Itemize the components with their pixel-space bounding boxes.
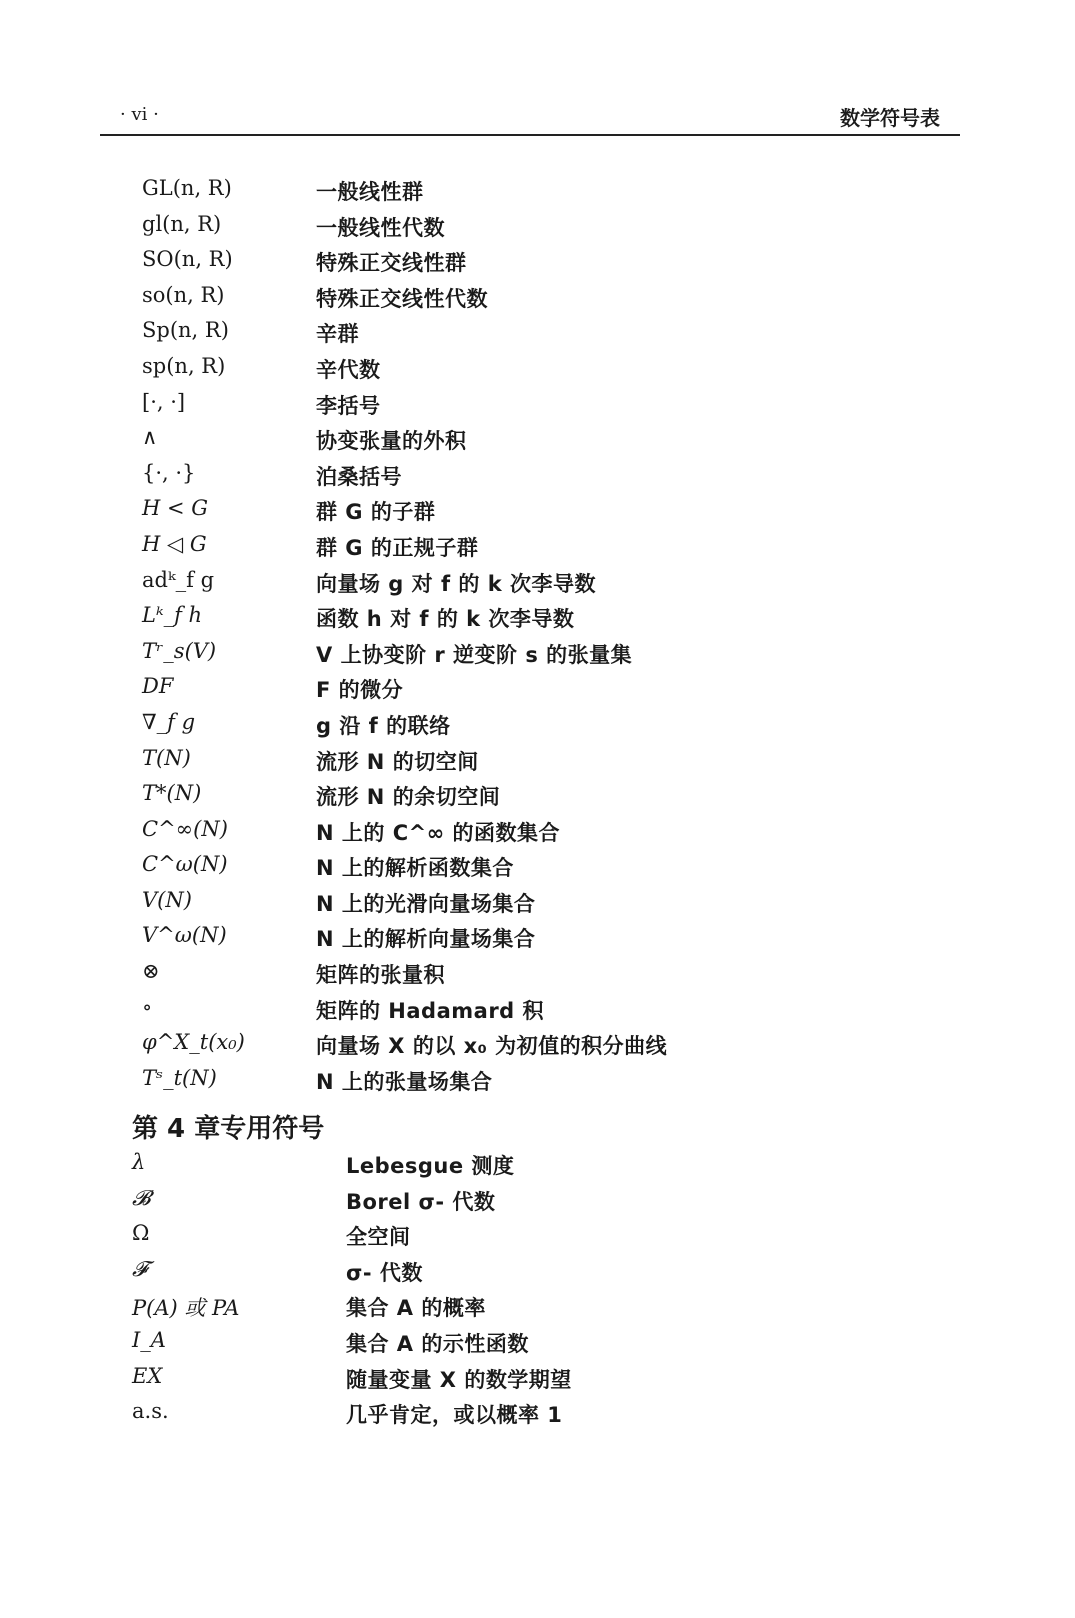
- symbol-row: [142, 457, 902, 493]
- symbol-description: 集合 A 的概率: [346, 1296, 486, 1321]
- symbol: ⊗: [142, 959, 160, 984]
- symbol-description: Borel σ- 代数: [346, 1189, 496, 1214]
- page-header: [100, 100, 960, 136]
- symbol: 𝓑: [132, 1185, 151, 1210]
- symbol-description: F 的微分: [316, 678, 404, 703]
- symbol-description: 全空间: [346, 1225, 411, 1250]
- symbol-description: 向量场 X 的以 x₀ 为初值的积分曲线: [316, 1034, 668, 1059]
- symbol-description: 协变张量的外积: [316, 429, 467, 454]
- symbol: so(n, R): [142, 282, 225, 307]
- symbol-row: [142, 777, 902, 813]
- symbol-row: [142, 314, 902, 350]
- chapter4-symbol-list: [132, 1146, 892, 1431]
- symbol-description: N 上的光滑向量场集合: [316, 891, 536, 916]
- symbol: Sp(n, R): [142, 318, 229, 343]
- symbol-description: 向量场 g 对 f 的 k 次李导数: [316, 571, 596, 596]
- symbol: GL(n, R): [142, 176, 232, 200]
- symbol: λ: [132, 1150, 146, 1174]
- symbol-description: N 上的 C^∞ 的函数集合: [316, 820, 561, 845]
- symbol-row: [142, 350, 902, 386]
- symbol-row: [142, 528, 902, 564]
- symbol-row: [142, 279, 902, 315]
- symbol-description: 李括号: [316, 393, 381, 418]
- symbol-row: [142, 848, 902, 884]
- symbol-row: [142, 421, 902, 457]
- symbol-description: σ- 代数: [346, 1260, 423, 1285]
- symbol-description: 特殊正交线性代数: [316, 286, 488, 311]
- header-rule: [100, 134, 960, 136]
- symbol-row: [132, 1395, 892, 1431]
- symbol-row: [142, 599, 902, 635]
- symbol: P(A) 或 PA: [132, 1296, 240, 1321]
- symbol: ∇_f g: [142, 709, 196, 734]
- page-number: · vi ·: [120, 104, 159, 125]
- symbol-row: [142, 208, 902, 244]
- symbol-description: 矩阵的 Hadamard 积: [316, 998, 545, 1023]
- symbol: adᵏ_f g: [142, 567, 215, 592]
- symbol-description: g 沿 f 的联络: [316, 713, 451, 738]
- symbol-row: [142, 813, 902, 849]
- symbol-description: 一般线性群: [316, 180, 424, 204]
- symbol-description: 函数 h 对 f 的 k 次李导数: [316, 607, 575, 632]
- symbol-row: [142, 1026, 902, 1062]
- symbol-row: [142, 386, 902, 422]
- symbol-description: 群 G 的正规子群: [316, 535, 479, 560]
- symbol-row: [142, 172, 902, 208]
- symbol-description: V 上协变阶 r 逆变阶 s 的张量集: [316, 642, 633, 667]
- symbol-description: N 上的解析向量场集合: [316, 927, 536, 952]
- symbol: DF: [142, 674, 174, 699]
- symbol-row: [142, 991, 902, 1027]
- symbol: T(N): [142, 745, 191, 770]
- symbol-description: 辛群: [316, 322, 359, 347]
- symbol-row: [132, 1182, 892, 1218]
- symbol: Tʳ_s(V): [142, 638, 217, 663]
- symbol-row: [132, 1360, 892, 1396]
- symbol: Lᵏ_f h: [142, 603, 203, 628]
- symbol-description: 集合 A 的示性函数: [346, 1331, 529, 1356]
- symbol-row: [142, 955, 902, 991]
- symbol-row: [142, 919, 902, 955]
- symbol-row: [132, 1324, 892, 1360]
- symbol-description: 流形 N 的余切空间: [316, 785, 501, 810]
- symbol-description: 矩阵的张量积: [316, 963, 445, 988]
- symbol: sp(n, R): [142, 353, 226, 378]
- symbol-description: 流形 N 的切空间: [316, 749, 479, 774]
- symbol: ∧: [142, 425, 158, 450]
- symbol-row: [132, 1253, 892, 1289]
- symbol: V(N): [142, 887, 192, 912]
- symbol: EX: [132, 1363, 163, 1388]
- symbol: 𝓕: [132, 1256, 148, 1281]
- symbol-description: 随量变量 X 的数学期望: [346, 1367, 572, 1392]
- symbol-description: 特殊正交线性群: [316, 251, 467, 276]
- symbol: φ^X_t(x₀): [142, 1030, 245, 1055]
- symbol: V^ω(N): [142, 923, 227, 948]
- symbol: H ◁ G: [142, 531, 207, 556]
- symbol-row: [142, 884, 902, 920]
- symbol: SO(n, R): [142, 247, 233, 272]
- symbol: T*(N): [142, 781, 202, 806]
- symbol: ∘: [142, 994, 153, 1019]
- symbol: I_A: [132, 1327, 166, 1352]
- symbol: C^∞(N): [142, 816, 228, 841]
- symbol-row: [132, 1217, 892, 1253]
- symbol-description: Lebesgue 测度: [346, 1154, 515, 1178]
- symbol-row: [142, 742, 902, 778]
- symbol-row: [142, 706, 902, 742]
- symbol-row: [142, 564, 902, 600]
- symbol-row: [142, 1062, 902, 1098]
- symbol: gl(n, R): [142, 211, 222, 236]
- symbol-description: N 上的解析函数集合: [316, 856, 514, 881]
- symbol-row: [142, 635, 902, 671]
- symbol-description: N 上的张量场集合: [316, 1069, 493, 1094]
- symbol: {·, ·}: [142, 460, 196, 485]
- symbol-description: 辛代数: [316, 357, 381, 382]
- symbol: Tˢ_t(N): [142, 1065, 217, 1090]
- symbol-description: 一般线性代数: [316, 215, 445, 240]
- symbol: H < G: [142, 496, 209, 521]
- symbol-description: 几乎肯定，或以概率 1: [346, 1403, 563, 1428]
- symbol: Ω: [132, 1221, 150, 1246]
- symbol-row: [142, 670, 902, 706]
- symbol-row: [142, 243, 902, 279]
- symbol: [·, ·]: [142, 389, 186, 414]
- symbol-description: 群 G 的子群: [316, 500, 436, 525]
- symbol-description: 泊桑括号: [316, 464, 402, 489]
- symbol: a.s.: [132, 1399, 169, 1424]
- symbol: C^ω(N): [142, 852, 228, 877]
- symbol-row: [132, 1288, 892, 1324]
- section-heading: 第 4 章专用符号: [132, 1114, 325, 1144]
- symbol-row: [132, 1146, 892, 1182]
- symbol-list: [142, 172, 902, 1097]
- running-title: 数学符号表: [840, 106, 940, 130]
- symbol-row: [142, 492, 902, 528]
